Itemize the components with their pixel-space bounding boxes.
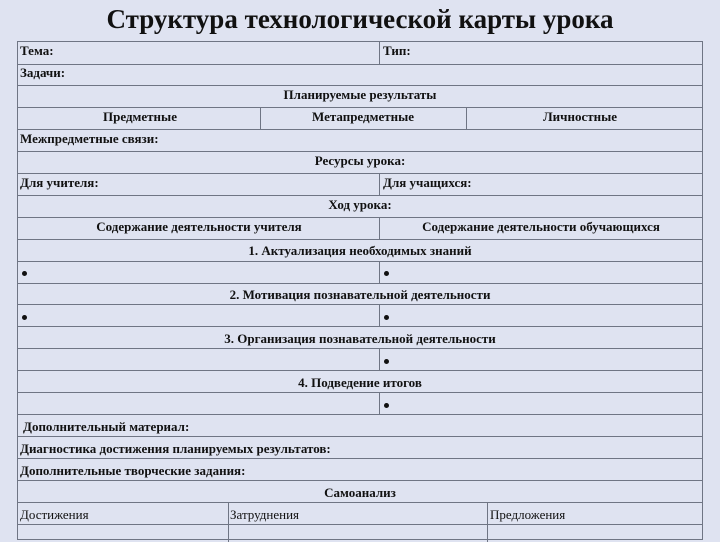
column-divider: [379, 392, 380, 414]
row-divider: [18, 414, 702, 415]
row-divider: [18, 261, 702, 262]
creative-tasks-label: Дополнительные творческие задания:: [20, 463, 246, 478]
column-divider: [466, 107, 467, 129]
row-divider: [18, 304, 702, 305]
self-analysis-heading: Самоанализ: [324, 485, 396, 500]
row-divider: [18, 436, 702, 437]
row-divider: [18, 129, 702, 130]
column-divider: [379, 261, 380, 283]
row-divider: [18, 107, 702, 108]
row-divider: [18, 370, 702, 371]
diagnostics-label: Диагностика достижения планируемых результатов:: [20, 441, 331, 456]
row-divider: [18, 502, 702, 503]
column-divider: [487, 502, 488, 542]
for-teacher-label: Для учителя:: [20, 175, 99, 190]
bullet-icon: [22, 271, 27, 276]
row-divider: [18, 283, 702, 284]
column-divider: [228, 502, 229, 542]
row-divider: [18, 392, 702, 393]
interdisciplinary-label: Межпредметные связи:: [20, 131, 159, 146]
topic-label: Тема:: [20, 43, 54, 58]
row-divider: [18, 173, 702, 174]
row-divider: [18, 239, 702, 240]
difficulties-label: Затруднения: [230, 507, 300, 522]
for-students-label: Для учащихся:: [383, 175, 472, 190]
achievements-label: Достижения: [20, 507, 89, 522]
column-divider: [379, 348, 380, 370]
planned-results-heading: Планируемые результаты: [283, 87, 437, 102]
row-divider: [18, 524, 702, 525]
row-divider: [18, 458, 702, 459]
resources-heading: Ресурсы урока:: [314, 153, 406, 168]
tasks-label: Задачи:: [20, 65, 66, 80]
bullet-icon: [384, 271, 389, 276]
type-label: Тип:: [383, 43, 411, 58]
stage-1-heading: 1. Актуализация необходимых знаний: [248, 243, 472, 258]
personal-results-label: Личностные: [542, 109, 618, 124]
bullet-icon: [384, 359, 389, 364]
bullet-icon: [22, 315, 27, 320]
row-divider: [18, 480, 702, 481]
bullet-icon: [384, 403, 389, 408]
lesson-flow-heading: Ход урока:: [328, 197, 392, 212]
extra-material-label: Дополнительный материал:: [23, 419, 190, 434]
column-divider: [260, 107, 261, 129]
meta-subject-results-label: Метапредметные: [311, 109, 415, 124]
row-divider: [18, 348, 702, 349]
stage-2-heading: 2. Мотивация познавательной деятельности: [229, 287, 491, 302]
page-title: Структура технологической карты урока: [106, 4, 614, 34]
row-divider: [18, 85, 702, 86]
teacher-activity-header: Содержание деятельности учителя: [96, 219, 302, 234]
subject-results-label: Предметные: [103, 109, 177, 124]
row-divider: [18, 326, 702, 327]
stage-4-heading: 4. Подведение итогов: [298, 375, 422, 390]
row-divider: [18, 217, 702, 218]
bullet-icon: [384, 315, 389, 320]
suggestions-label: Предложения: [490, 507, 566, 522]
column-divider: [379, 217, 380, 239]
row-divider: [18, 195, 702, 196]
column-divider: [379, 304, 380, 326]
column-divider: [379, 173, 380, 195]
student-activity-header: Содержание деятельности обучающихся: [422, 219, 660, 234]
row-divider: [18, 151, 702, 152]
column-divider: [379, 42, 380, 64]
row-divider: [18, 64, 702, 65]
stage-3-heading: 3. Организация познавательной деятельности: [224, 331, 496, 346]
